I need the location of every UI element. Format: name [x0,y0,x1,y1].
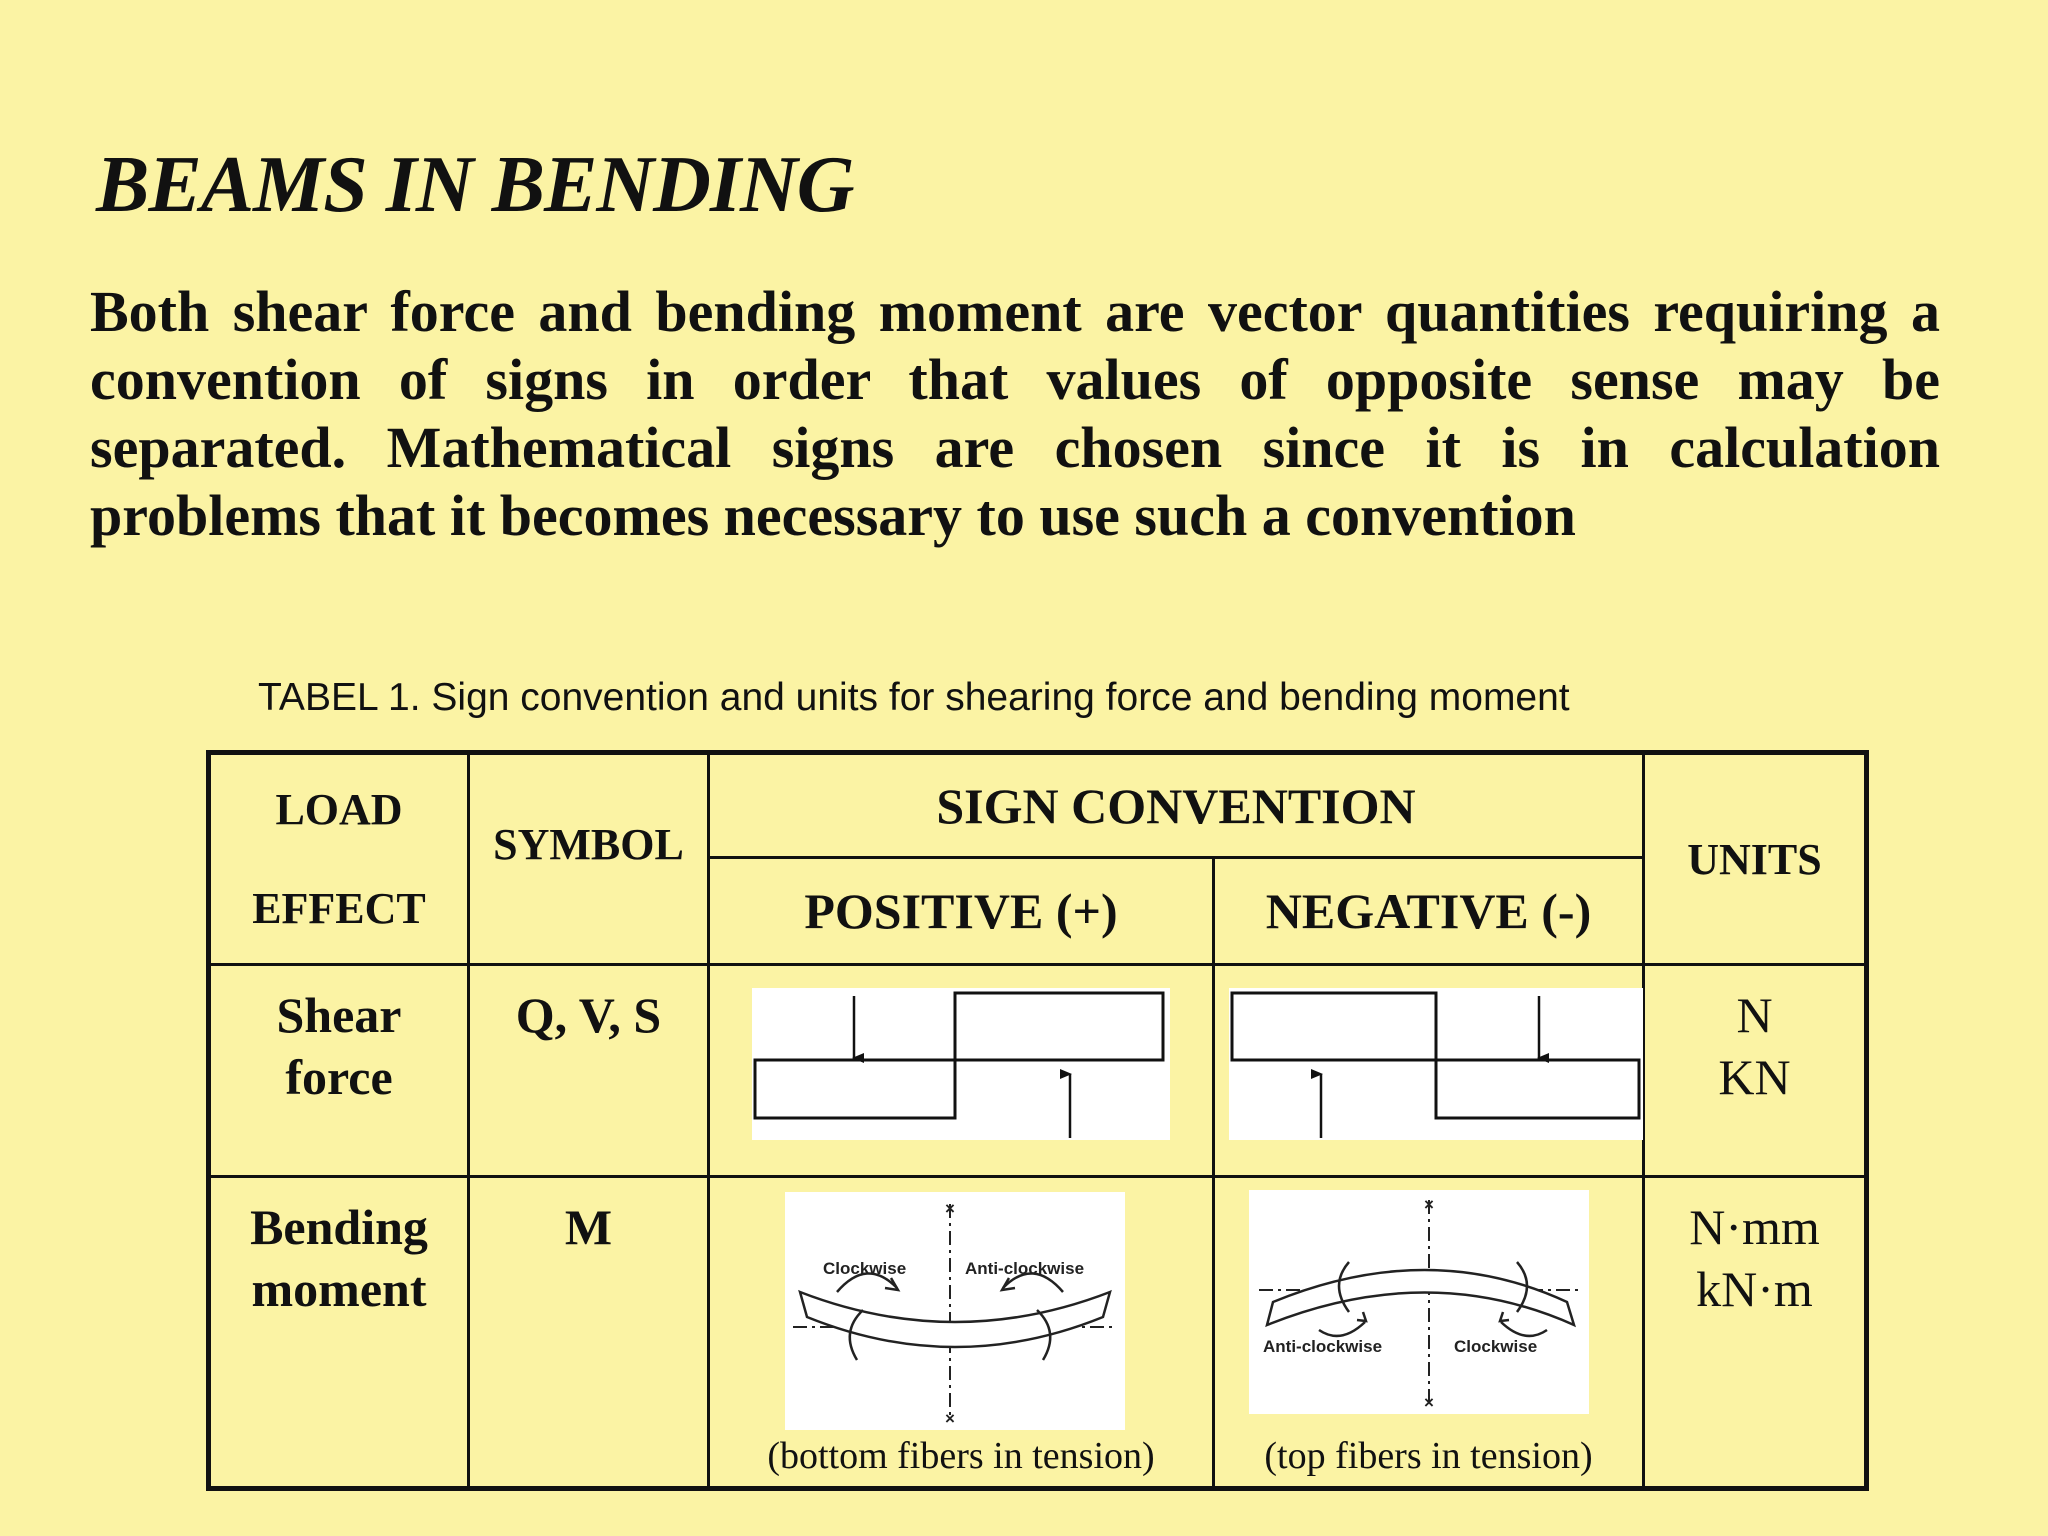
bending-negative-caption: (top fibers in tension) [1264,1435,1593,1477]
positive-label-clockwise: Clockwise [823,1259,907,1278]
table-row [209,965,1867,1177]
header-sign-convention: SIGN CONVENTION [709,753,1644,858]
row-bending-effect [209,1177,469,1489]
svg-text:×: × [1424,1393,1434,1412]
bending-effect-line2: moment [251,1261,427,1317]
header-symbol: SYMBOL [469,753,709,965]
bending-positive-caption: (bottom fibers in tension) [767,1435,1155,1477]
svg-text:×: × [945,1409,955,1428]
bending-positive-diagram [785,1192,1125,1430]
shear-positive-diagram-cell [709,965,1214,1177]
shear-units-line2: KN [1718,1049,1791,1105]
bending-negative-diagram-cell [1214,1177,1644,1489]
row-shear-effect [209,965,469,1177]
bending-units-line2: kN·m [1696,1261,1813,1317]
slide-title: BEAMS IN BENDING [96,141,854,229]
row-bending-units [1644,1177,1867,1489]
sign-convention-table [206,750,1869,1491]
header-load-effect [209,753,469,965]
negative-label-clockwise: Clockwise [1454,1337,1538,1356]
shear-units-line1: N [1736,987,1773,1043]
bending-positive-diagram-cell [709,1177,1214,1489]
bending-units-line1: N·mm [1689,1199,1820,1255]
row-bending-symbol: M [469,1177,709,1489]
header-load-line2: EFFECT [252,884,426,933]
negative-label-anticlockwise: Anti-clockwise [1263,1337,1383,1356]
svg-text:×: × [1424,1195,1434,1214]
body-paragraph: Both shear force and bending moment are vector quantities requiring a convention of signs in order that values of opposite sense may be separated. Mathematical signs are chosen since it is in calculation problems that it becomes necessary to use such a convention [90,279,1940,548]
shear-positive-diagram [752,988,1170,1140]
svg-text:×: × [945,1199,955,1218]
header-load-line1: LOAD [275,785,403,834]
bending-effect-line1: Bending [250,1199,428,1255]
shear-effect-line1: Shear [276,987,402,1043]
header-units: UNITS [1644,753,1867,965]
table-row [209,1177,1867,1489]
table-caption: TABEL 1. Sign convention and units for shearing force and bending moment [258,676,1570,719]
row-shear-symbol: Q, V, S [469,965,709,1177]
header-negative: NEGATIVE (-) [1214,858,1644,965]
positive-label-anticlockwise: Anti-clockwise [965,1259,1085,1278]
shear-effect-line2: force [285,1049,393,1105]
shear-negative-diagram-cell [1214,965,1644,1177]
header-positive: POSITIVE (+) [709,858,1214,965]
row-shear-units [1644,965,1867,1177]
shear-negative-diagram [1229,988,1643,1140]
bending-negative-diagram [1249,1190,1589,1414]
